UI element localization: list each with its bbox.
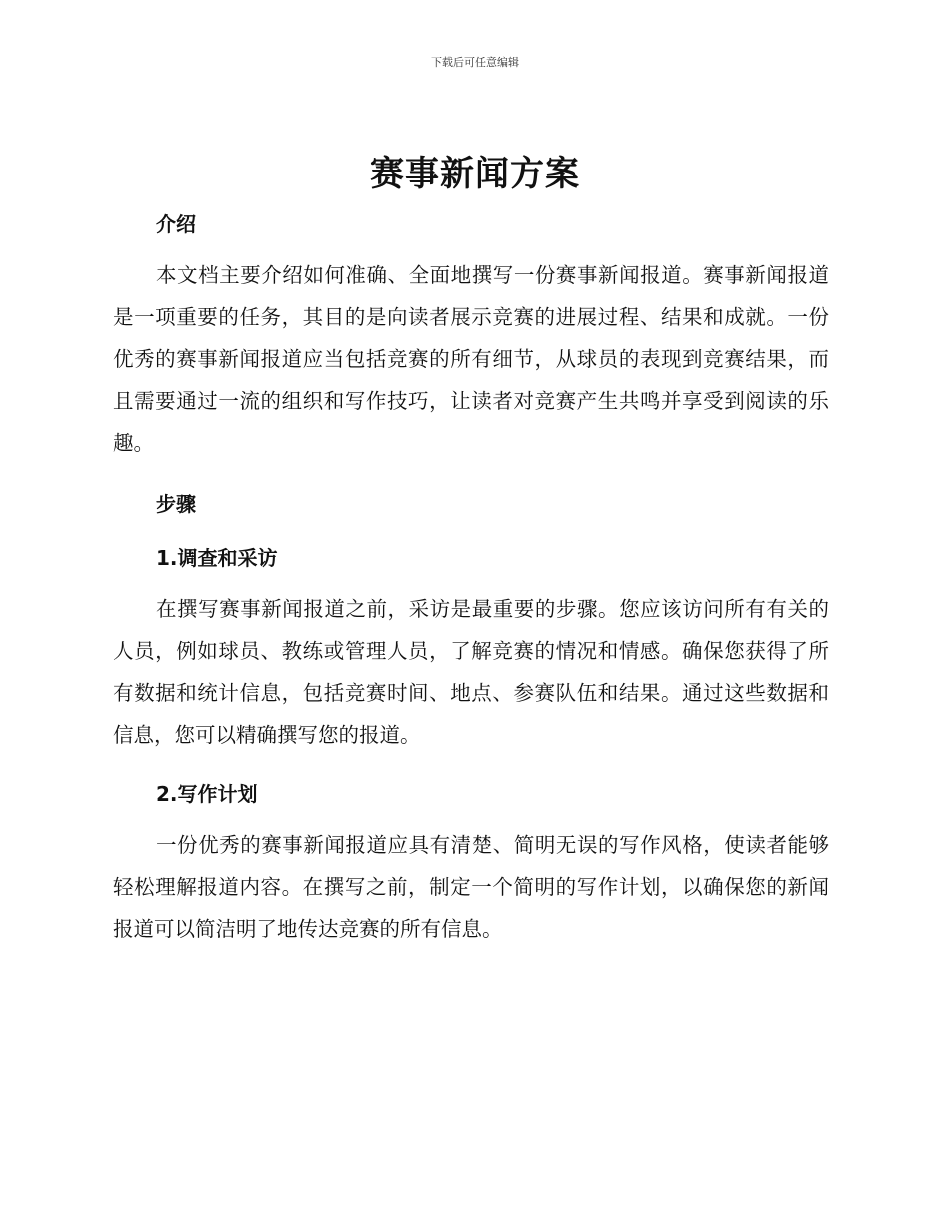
section-paragraph-research: 在撰写赛事新闻报道之前，采访是最重要的步骤。您应该访问所有有关的人员，例如球员、教练或管理人员，了解竞赛的情况和情感。确保您获得了所有数据和统计信息，包括竞赛时间、地点、参赛队伍和结果。通过这些数据和信息，您可以精确撰写您的报道。 (113, 597, 829, 747)
document-title: 赛事新闻方案 (370, 154, 580, 194)
section-heading-steps: 步骤 (156, 492, 196, 516)
section-heading-intro: 介绍 (156, 212, 196, 236)
page-header-note: 下载后可任意编辑 (431, 56, 519, 69)
section-paragraph-writing-plan: 一份优秀的赛事新闻报道应具有清楚、简明无误的写作风格，使读者能够轻松理解报道内容。在撰写之前，制定一个简明的写作计划，以确保您的新闻报道可以简洁明了地传达竞赛的所有信息。 (113, 833, 829, 941)
section-heading-research: 1.调查和采访 (156, 546, 278, 570)
section-paragraph-intro: 本文档主要介绍如何准确、全面地撰写一份赛事新闻报道。赛事新闻报道是一项重要的任务，其目的是向读者展示竞赛的进展过程、结果和成就。一份优秀的赛事新闻报道应当包括竞赛的所有细节，从球员的表现到竞赛结果，而且需要通过一流的组织和写作技巧，让读者对竞赛产生共鸣并享受到阅读的乐趣。 (113, 263, 829, 455)
section-heading-writing-plan: 2.写作计划 (156, 782, 258, 806)
